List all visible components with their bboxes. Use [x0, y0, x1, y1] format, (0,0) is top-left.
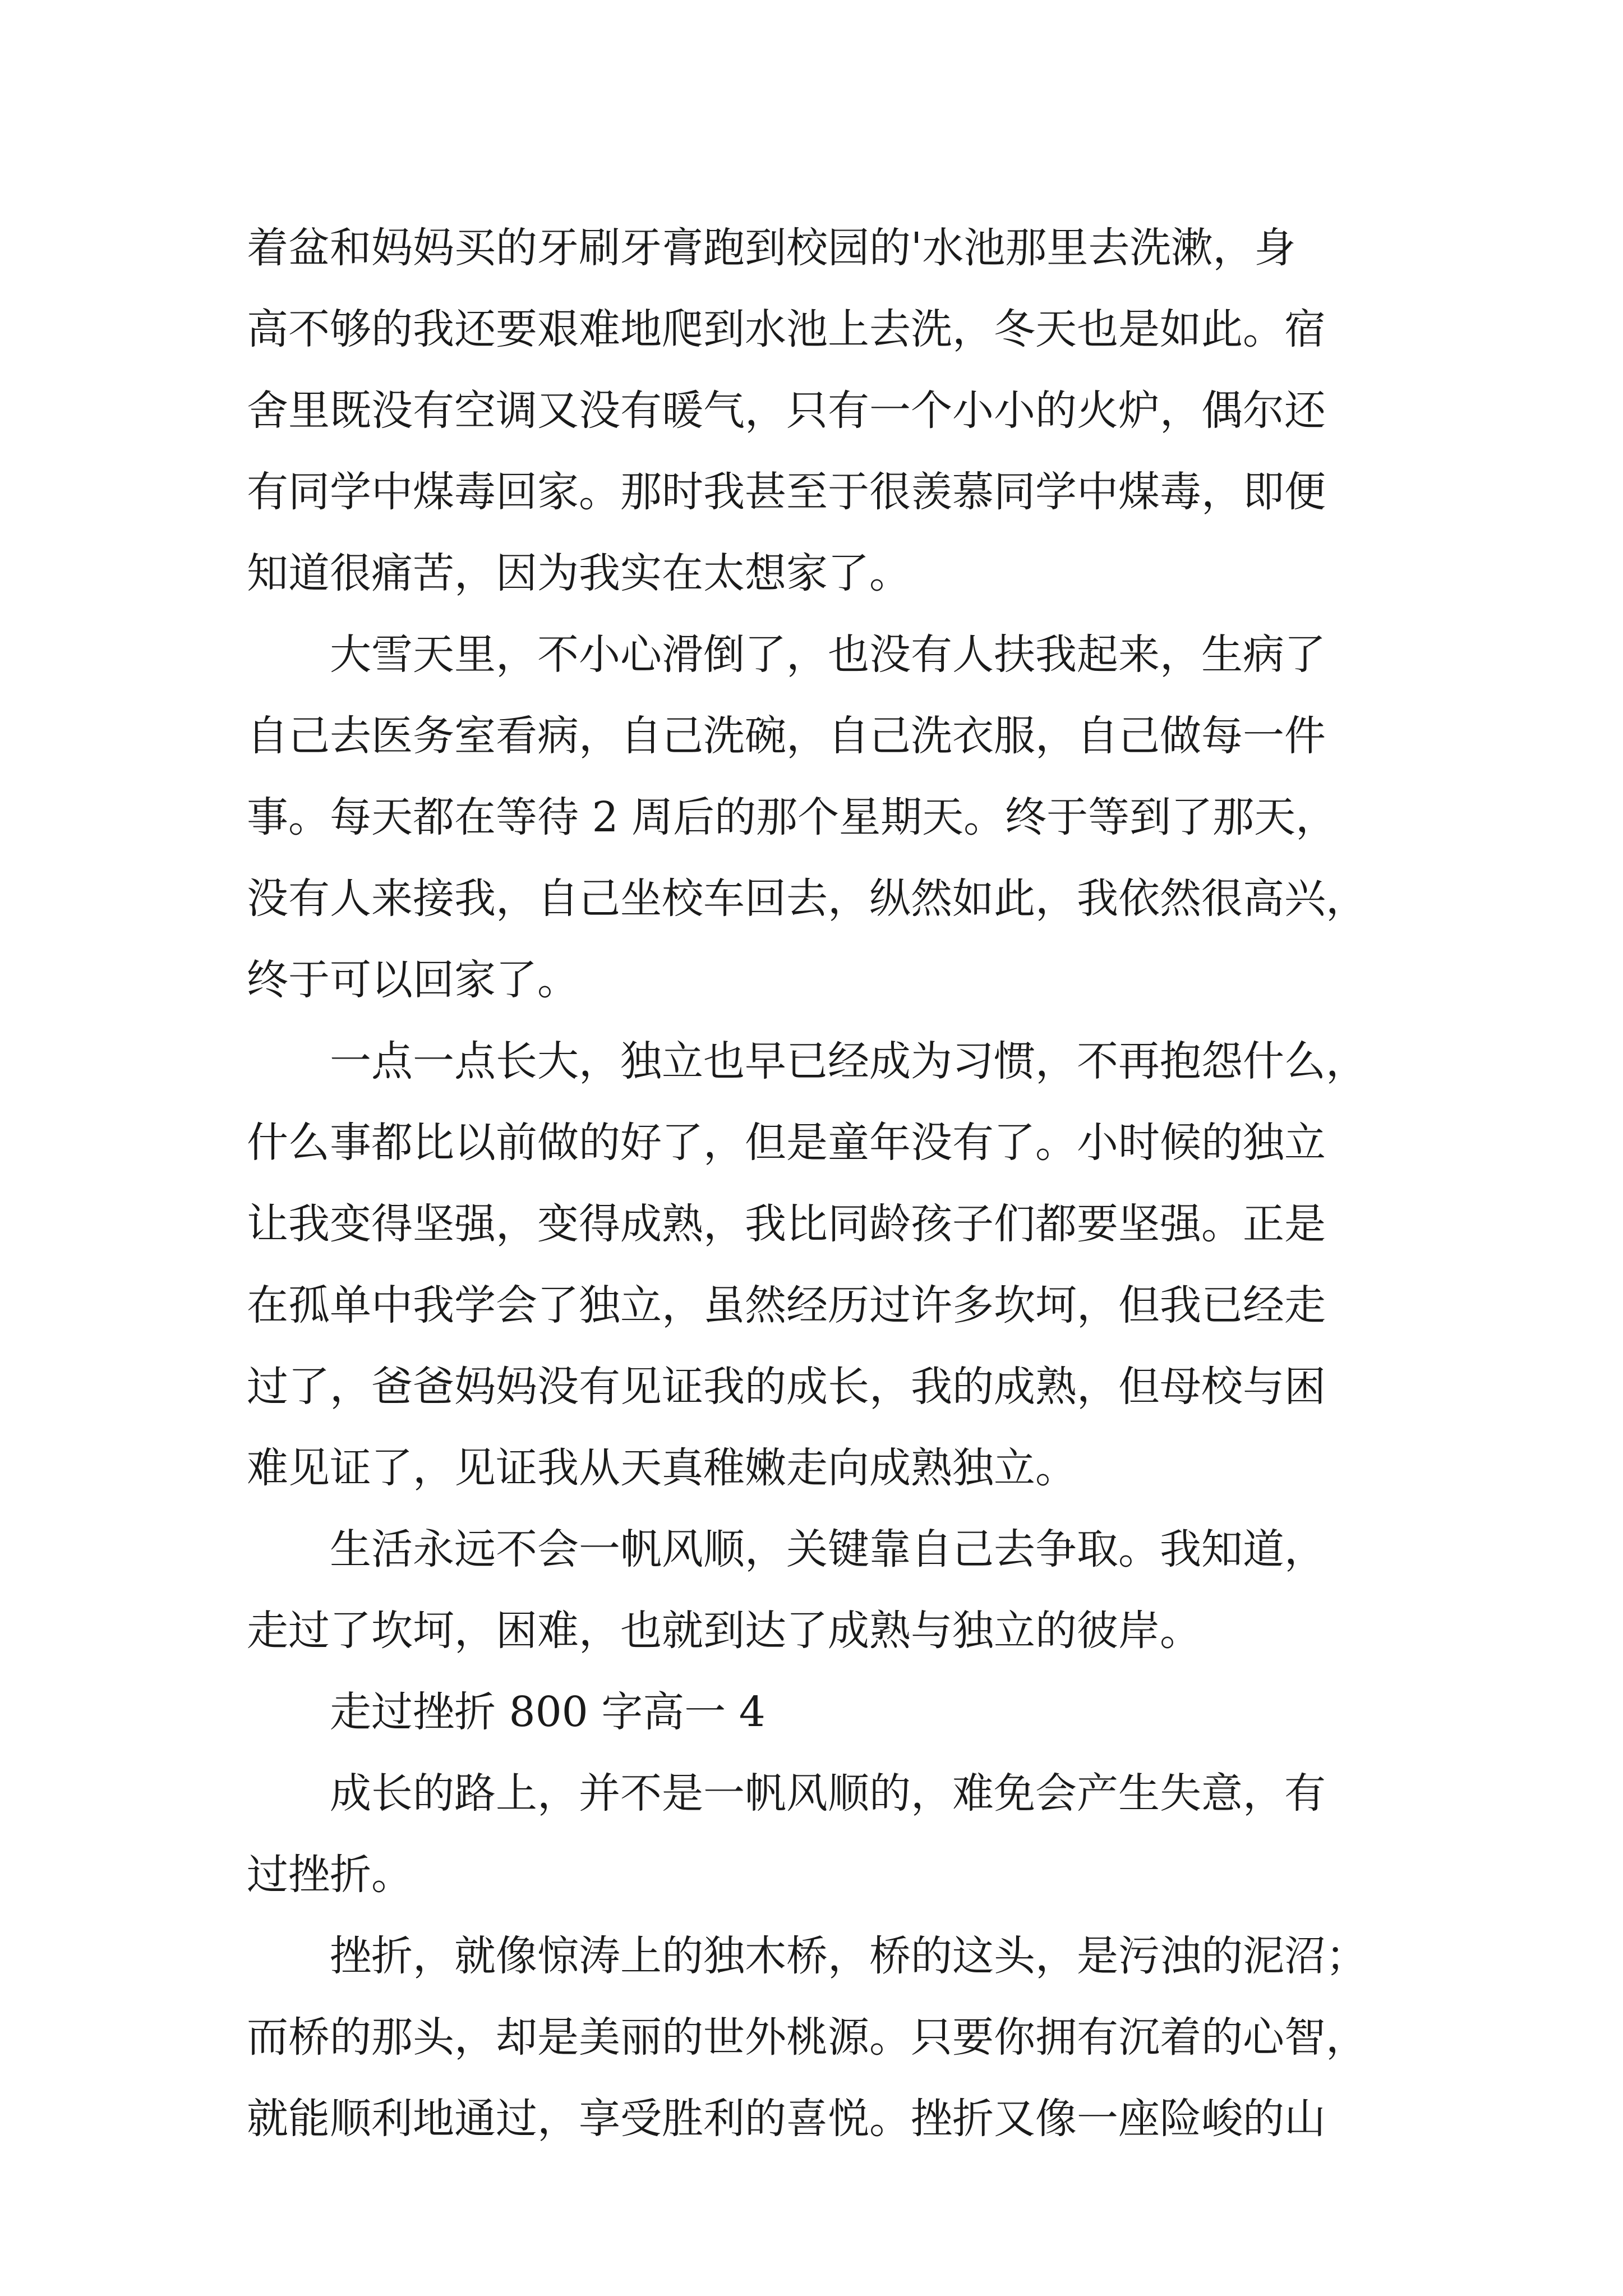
text-line: 走过了坎坷，困难，也就到达了成熟与独立的彼岸。 [247, 1607, 1201, 1655]
text-line: 有同学中煤毒回家。那时我甚至于很羡慕同学中煤毒，即便 [247, 468, 1326, 516]
text-line: 走过挫折 800 字高一 4 [330, 1688, 766, 1736]
body-text [247, 208, 1424, 2160]
text-line: 挫折，就像惊涛上的独木桥，桥的这头，是污浊的泥沼； [330, 1932, 1367, 1980]
text-line: 过挫折。 [247, 1851, 413, 1899]
text-line: 舍里既没有空调又没有暖气，只有一个小小的火炉，偶尔还 [247, 386, 1326, 435]
text-line: 让我变得坚强，变得成熟，我比同龄孩子们都要坚强。正是 [247, 1200, 1326, 1248]
text-line: 高不够的我还要艰难地爬到水池上去洗，冬天也是如此。宿 [247, 305, 1326, 353]
text-line: 大雪天里，不小心滑倒了，也没有人扶我起来，生病了 [330, 631, 1326, 679]
text-line: 终于可以回家了。 [247, 956, 579, 1004]
text-line: 没有人来接我，自己坐校车回去，纵然如此，我依然很高兴， [247, 875, 1367, 923]
text-line: 事。每天都在等待 2 周后的那个星期天。终于等到了那天， [247, 793, 1338, 841]
text-line: 什么事都比以前做的好了，但是童年没有了。小时候的独立 [247, 1119, 1326, 1167]
text-line: 一点一点长大，独立也早已经成为习惯，不再抱怨什么， [330, 1037, 1367, 1085]
text-line: 着盆和妈妈买的牙刷牙膏跑到校园的'水池那里去洗漱，身 [247, 224, 1296, 272]
text-line: 难见证了，见证我从天真稚嫩走向成熟独立。 [247, 1444, 1077, 1492]
text-line: 生活永远不会一帆风顺，关键靠自己去争取。我知道， [330, 1525, 1326, 1573]
text-line: 在孤单中我学会了独立，虽然经历过许多坎坷，但我已经走 [247, 1281, 1326, 1329]
text-line: 而桥的那头，却是美丽的世外桃源。只要你拥有沉着的心智， [247, 2013, 1367, 2062]
text-line: 自己去医务室看病，自己洗碗，自己洗衣服，自己做每一件 [247, 712, 1326, 760]
text-line: 知道很痛苦，因为我实在太想家了。 [247, 549, 911, 597]
text-line: 就能顺利地通过，享受胜利的喜悦。挫折又像一座险峻的山 [247, 2095, 1326, 2143]
text-line: 过了，爸爸妈妈没有见证我的成长，我的成熟，但母校与困 [247, 1363, 1326, 1411]
text-line: 成长的路上，并不是一帆风顺的，难免会产生失意，有 [330, 1769, 1326, 1818]
